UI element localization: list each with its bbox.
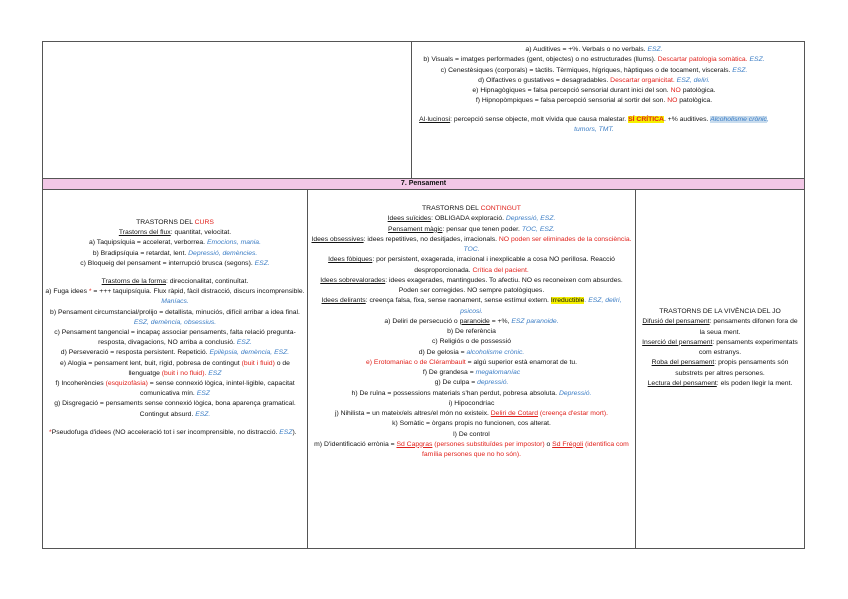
erotomaniac-line: e) Erotomaniac o de Clérambault = algú superior està enamorat de tu. xyxy=(365,358,578,366)
col-divider-2 xyxy=(635,189,636,548)
notes-table xyxy=(42,41,805,549)
suicides-line: Idees suïcides: OBLIGADA exploració. Depressió, ESZ. xyxy=(387,215,556,223)
course-disorders-cell xyxy=(45,218,305,438)
lectura-line: Lectura del pensament: els poden llegir la ment. xyxy=(647,380,793,388)
perseveracio-line: d) Perseveració = resposta persistent. Repetició. Epilèpsia, demència, ESZ. xyxy=(60,349,290,357)
somatic-line: k) Somàtic = òrgans propis no funcionen, cos alterat. xyxy=(392,420,551,428)
forma-heading: Trastorns de la forma: direccionalitat, continuïtat. xyxy=(101,278,249,286)
fuga-line: a) Fuga idees * = +++ taquipsíquia. Flux ràpid, fàcil distracció, discurs incomprensible. Maníacs. xyxy=(45,288,305,306)
hipocondriac-line: i) Hipocondríac xyxy=(448,399,495,407)
gelosia-line: d) De gelosia = alcoholisme crònic. xyxy=(418,348,525,356)
disgregacio-line: g) Disgregació = pensaments sense connexió lògica, bona aparença gramatical. Contingut absurd. ESZ. xyxy=(54,400,296,418)
tangencial-line: c) Pensament tangencial = incapaç associar pensaments, falta relació pregunta-resposta, divagacions, NO arriba a conclusió. ESZ. xyxy=(54,329,296,347)
top-left-cell xyxy=(43,42,411,179)
identificacio-line: m) D'identificació errònia = Sd Capgras (persones substituïdes per impostor) o Sd Frégoli (identifica com família persones que no ho són). xyxy=(314,440,629,458)
difusio-line: Difusió del pensament: pensaments difonen fora de la seua ment. xyxy=(642,318,798,336)
insercio-line: Inserció del pensament: pensaments experimentats com estranys. xyxy=(642,338,798,357)
course-title: TRASTORNS DEL CURS xyxy=(136,219,214,226)
persecucio-line: a) Deliri de persecució o paranoide = +%, ESZ paranoide. xyxy=(384,317,559,325)
referencia-line: b) De referència xyxy=(447,328,496,335)
self-title: TRASTORNS DE LA VIVÈNCIA DEL JO xyxy=(659,308,781,315)
magic-line: Pensament màgic: pensar que tenen poder. TOC, ESZ. xyxy=(388,225,555,233)
bloqueig-line: c) Bloqueig del pensament = interrupció brusca (segons). ESZ. xyxy=(80,259,270,267)
ruina-line: h) De ruïna = possessions materials s'han perdut, pobresa absoluta. Depressió. xyxy=(351,389,592,397)
self-experience-cell xyxy=(639,307,801,389)
grandesa-line: f) De grandesa = megalomaníac xyxy=(422,369,521,376)
pseudofuga-note: *Pseudofuga d'idees (NO acceleració tot i ser incomprensible, no distracció. ESZ). xyxy=(49,428,297,436)
robo-line: Roba del pensament: propis pensaments són substrets per altres persones. xyxy=(651,359,789,377)
content-disorders-cell xyxy=(310,204,633,460)
olfactives-line: d) Olfactives o gustatives = desagradables. Descartar organicitat. ESZ, deliri. xyxy=(478,76,710,84)
obsessives-line: Idees obsessives: idees repetitives, no desitjades, irracionals. NO poden ser eliminades de la consciència. TOC. xyxy=(311,235,632,253)
section-bottom-border xyxy=(43,189,804,190)
hipnopompiques-line: f) Hipnopòmpiques = falsa percepció sensorial al sortir del son. NO patològica. xyxy=(475,97,713,105)
flux-heading: Trastorns del flux: quantitat, velocitat. xyxy=(118,229,232,237)
fobiques-line: Idees fòbiques: por persistent, exagerada, irracional i inexplicable a cosa NO perillosa. Reacció desproporcionada. Crítica del pacient. xyxy=(328,256,615,274)
hipnagogiques-line: e) Hipnagògiques = falsa percepció sensorial durant inici del son. NO patològica. xyxy=(472,87,716,95)
allucinosi-line: Al·lucinosi: percepció sense objecte, molt vívida que causa malestar. SÍ CRÍTICA. +% auditives. Alcoholisme crònic, tumors, TMT. xyxy=(419,115,769,134)
auditives-line: a) Auditives = +%. Verbals o no verbals. ESZ. xyxy=(525,46,663,53)
delirants-line: Idees delirants: creença falsa, fixa, sense raonament, sense estímul extern. Irreductible. ESZ, deliri, psicosi. xyxy=(321,297,622,315)
perception-cell xyxy=(415,45,773,135)
control-line: l) De control xyxy=(453,430,490,438)
section-title: 7. Pensament xyxy=(43,179,804,189)
culpa-line: g) De culpa = depressió. xyxy=(434,379,509,387)
religios-line: c) Religiós o de possessió xyxy=(432,338,511,346)
col-divider-1 xyxy=(307,189,308,548)
top-divider xyxy=(411,42,412,179)
cenestesiques-line: c) Cenestèsiques (corporals) = tàctils. Tèrmiques, hígriques, hàptiques o de tocament, viscerals. ESZ. xyxy=(440,66,748,74)
bradipsiquia-line: b) Bradipsíquia = retardat, lent. Depressió, demències. xyxy=(92,249,258,257)
alogia-line: e) Alogia = pensament lent, buit, rígid, pobresa de contingut (buit i fluid) o de llenguatge (buit i no fluid). ESZ xyxy=(60,359,290,377)
visuals-line: b) Visuals = imatges performades (gent, objectes) o no estructurades (llums). Descartar patologia somàtica. ESZ. xyxy=(423,56,765,64)
taquipsiquia-line: a) Taquipsíquia = accelerat, verborrea. Emocions, mania. xyxy=(89,239,261,247)
circumstancial-line: b) Pensament circumstancial/prolijo = detallista, minuciós, difícil arribar a idea final. ESZ, demència, obsessius. xyxy=(50,308,300,326)
sobrevalorades-line: Idees sobrevalorades: idees exagerades, mantingudes. To afectiu. NO es reconeixen com absurdes. Poden ser corregides. NO sempre patològiques. xyxy=(320,276,623,294)
nihilista-line: j) Nihilista = un mateix/els altres/el món no existeix. Deliri de Cotard (creença d'estar mort). xyxy=(334,410,609,417)
content-title: TRASTORNS DEL CONTINGUT xyxy=(422,205,521,212)
incoherencies-line: f) Incoherències (esquizofàsia) = sense connexió lògica, inintel·ligible, capacitat comunicativa mín. ESZ xyxy=(55,380,295,398)
